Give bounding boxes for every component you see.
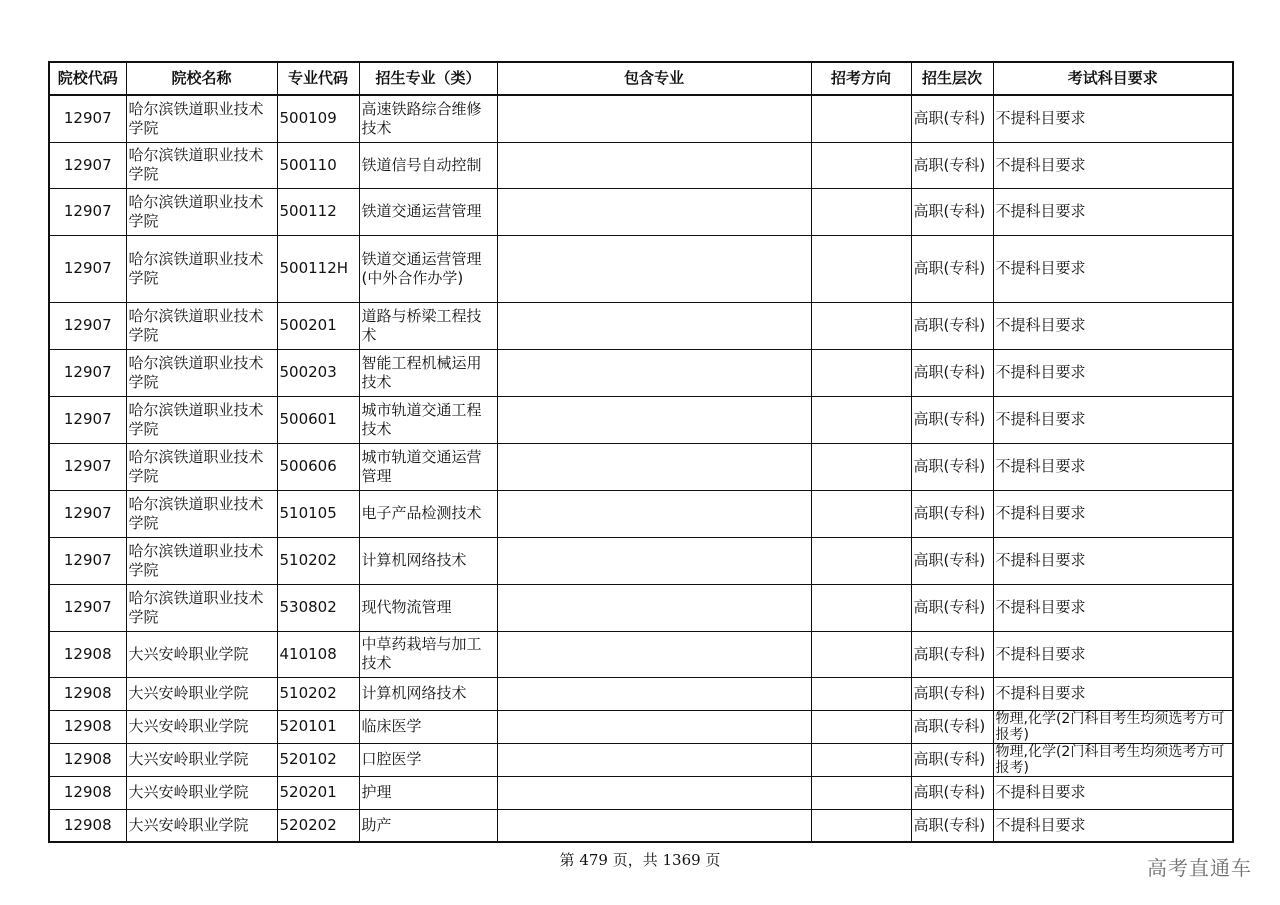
cell-school-code: 12907 bbox=[49, 235, 126, 302]
cell-level: 高职(专科) bbox=[911, 677, 993, 710]
table-row bbox=[49, 443, 1233, 490]
cell-school-code: 12907 bbox=[49, 396, 126, 443]
cell-includes bbox=[497, 809, 811, 842]
cell-school-code: 12907 bbox=[49, 302, 126, 349]
cell-level: 高职(专科) bbox=[911, 95, 993, 142]
header-school-code: 院校代码 bbox=[49, 62, 126, 95]
header-requirement: 考试科目要求 bbox=[993, 62, 1233, 95]
cell-includes bbox=[497, 677, 811, 710]
cell-direction bbox=[811, 396, 911, 443]
table-row bbox=[49, 743, 1233, 776]
cell-requirement: 不提科目要求 bbox=[993, 443, 1233, 490]
cell-direction bbox=[811, 302, 911, 349]
table-header-row bbox=[49, 62, 1233, 95]
cell-school-code: 12907 bbox=[49, 349, 126, 396]
cell-requirement: 不提科目要求 bbox=[993, 95, 1233, 142]
cell-level: 高职(专科) bbox=[911, 537, 993, 584]
cell-school-code: 12907 bbox=[49, 584, 126, 631]
cell-school-code: 12907 bbox=[49, 537, 126, 584]
cell-direction bbox=[811, 188, 911, 235]
cell-school-code: 12908 bbox=[49, 710, 126, 743]
cell-major-code: 520202 bbox=[277, 809, 359, 842]
cell-major: 智能工程机械运用技术 bbox=[359, 349, 497, 396]
cell-level: 高职(专科) bbox=[911, 235, 993, 302]
cell-direction bbox=[811, 95, 911, 142]
header-school-name: 院校名称 bbox=[126, 62, 277, 95]
cell-direction bbox=[811, 142, 911, 188]
cell-major-code: 520102 bbox=[277, 743, 359, 776]
cell-level: 高职(专科) bbox=[911, 396, 993, 443]
cell-school-code: 12907 bbox=[49, 443, 126, 490]
cell-level: 高职(专科) bbox=[911, 776, 993, 809]
cell-includes bbox=[497, 95, 811, 142]
cell-requirement: 不提科目要求 bbox=[993, 142, 1233, 188]
cell-requirement: 不提科目要求 bbox=[993, 677, 1233, 710]
cell-major: 计算机网络技术 bbox=[359, 677, 497, 710]
cell-major-code: 500112H bbox=[277, 235, 359, 302]
cell-school-name: 大兴安岭职业学院 bbox=[126, 743, 277, 776]
cell-level: 高职(专科) bbox=[911, 188, 993, 235]
cell-requirement: 物理,化学(2门科目考生均须选考方可报考) bbox=[993, 743, 1233, 776]
cell-direction bbox=[811, 537, 911, 584]
cell-major: 电子产品检测技术 bbox=[359, 490, 497, 537]
cell-requirement: 不提科目要求 bbox=[993, 776, 1233, 809]
cell-major-code: 500110 bbox=[277, 142, 359, 188]
cell-major: 铁道信号自动控制 bbox=[359, 142, 497, 188]
table-row bbox=[49, 95, 1233, 142]
cell-school-name: 哈尔滨铁道职业技术学院 bbox=[126, 349, 277, 396]
cell-school-code: 12908 bbox=[49, 809, 126, 842]
cell-major-code: 500112 bbox=[277, 188, 359, 235]
cell-school-name: 哈尔滨铁道职业技术学院 bbox=[126, 490, 277, 537]
header-includes: 包含专业 bbox=[497, 62, 811, 95]
cell-major: 城市轨道交通工程技术 bbox=[359, 396, 497, 443]
cell-major: 口腔医学 bbox=[359, 743, 497, 776]
cell-major-code: 500606 bbox=[277, 443, 359, 490]
cell-requirement: 不提科目要求 bbox=[993, 537, 1233, 584]
cell-includes bbox=[497, 631, 811, 677]
cell-includes bbox=[497, 349, 811, 396]
cell-includes bbox=[497, 142, 811, 188]
cell-major: 中草药栽培与加工技术 bbox=[359, 631, 497, 677]
cell-school-name: 哈尔滨铁道职业技术学院 bbox=[126, 235, 277, 302]
cell-school-name: 哈尔滨铁道职业技术学院 bbox=[126, 396, 277, 443]
table-row bbox=[49, 349, 1233, 396]
cell-requirement: 不提科目要求 bbox=[993, 235, 1233, 302]
cell-school-name: 大兴安岭职业学院 bbox=[126, 776, 277, 809]
cell-direction bbox=[811, 584, 911, 631]
cell-level: 高职(专科) bbox=[911, 443, 993, 490]
cell-requirement: 不提科目要求 bbox=[993, 396, 1233, 443]
cell-major-code: 410108 bbox=[277, 631, 359, 677]
cell-school-name: 哈尔滨铁道职业技术学院 bbox=[126, 537, 277, 584]
cell-school-name: 大兴安岭职业学院 bbox=[126, 631, 277, 677]
header-major-code: 专业代码 bbox=[277, 62, 359, 95]
cell-includes bbox=[497, 235, 811, 302]
cell-school-name: 哈尔滨铁道职业技术学院 bbox=[126, 443, 277, 490]
cell-level: 高职(专科) bbox=[911, 710, 993, 743]
cell-includes bbox=[497, 710, 811, 743]
admission-table bbox=[48, 61, 1234, 843]
header-major: 招生专业（类） bbox=[359, 62, 497, 95]
cell-includes bbox=[497, 188, 811, 235]
cell-level: 高职(专科) bbox=[911, 490, 993, 537]
cell-major-code: 520201 bbox=[277, 776, 359, 809]
page-number: 第 479 页，共 1369 页 bbox=[559, 851, 721, 869]
cell-includes bbox=[497, 443, 811, 490]
cell-direction bbox=[811, 443, 911, 490]
cell-direction bbox=[811, 743, 911, 776]
cell-school-name: 大兴安岭职业学院 bbox=[126, 710, 277, 743]
table-row bbox=[49, 142, 1233, 188]
cell-major-code: 500601 bbox=[277, 396, 359, 443]
table-row bbox=[49, 584, 1233, 631]
cell-level: 高职(专科) bbox=[911, 302, 993, 349]
cell-major: 助产 bbox=[359, 809, 497, 842]
cell-major: 计算机网络技术 bbox=[359, 537, 497, 584]
cell-direction bbox=[811, 809, 911, 842]
cell-school-name: 哈尔滨铁道职业技术学院 bbox=[126, 142, 277, 188]
watermark-text: 高考直通车 bbox=[1147, 856, 1252, 880]
cell-level: 高职(专科) bbox=[911, 584, 993, 631]
table-row bbox=[49, 490, 1233, 537]
cell-requirement: 不提科目要求 bbox=[993, 490, 1233, 537]
cell-includes bbox=[497, 537, 811, 584]
cell-school-name: 哈尔滨铁道职业技术学院 bbox=[126, 302, 277, 349]
cell-major: 铁道交通运营管理(中外合作办学) bbox=[359, 235, 497, 302]
cell-direction bbox=[811, 631, 911, 677]
table-row bbox=[49, 631, 1233, 677]
cell-school-code: 12907 bbox=[49, 142, 126, 188]
cell-direction bbox=[811, 677, 911, 710]
cell-level: 高职(专科) bbox=[911, 142, 993, 188]
cell-school-name: 哈尔滨铁道职业技术学院 bbox=[126, 584, 277, 631]
cell-major: 现代物流管理 bbox=[359, 584, 497, 631]
table-row bbox=[49, 188, 1233, 235]
cell-major-code: 530802 bbox=[277, 584, 359, 631]
cell-direction bbox=[811, 490, 911, 537]
cell-requirement: 不提科目要求 bbox=[993, 188, 1233, 235]
cell-requirement: 不提科目要求 bbox=[993, 809, 1233, 842]
cell-school-code: 12907 bbox=[49, 490, 126, 537]
cell-major-code: 520101 bbox=[277, 710, 359, 743]
cell-direction bbox=[811, 349, 911, 396]
cell-requirement: 物理,化学(2门科目考生均须选考方可报考) bbox=[993, 710, 1233, 743]
cell-major-code: 510202 bbox=[277, 537, 359, 584]
table-body bbox=[49, 95, 1233, 842]
cell-major-code: 510105 bbox=[277, 490, 359, 537]
cell-includes bbox=[497, 584, 811, 631]
cell-school-code: 12907 bbox=[49, 95, 126, 142]
cell-major-code: 500109 bbox=[277, 95, 359, 142]
cell-includes bbox=[497, 490, 811, 537]
cell-level: 高职(专科) bbox=[911, 631, 993, 677]
cell-school-code: 12908 bbox=[49, 677, 126, 710]
cell-school-name: 大兴安岭职业学院 bbox=[126, 677, 277, 710]
table-row bbox=[49, 710, 1233, 743]
cell-major: 高速铁路综合维修技术 bbox=[359, 95, 497, 142]
table-row bbox=[49, 776, 1233, 809]
cell-school-code: 12908 bbox=[49, 743, 126, 776]
cell-major: 铁道交通运营管理 bbox=[359, 188, 497, 235]
table-row bbox=[49, 677, 1233, 710]
cell-direction bbox=[811, 710, 911, 743]
cell-includes bbox=[497, 776, 811, 809]
table-row bbox=[49, 809, 1233, 842]
cell-major-code: 500201 bbox=[277, 302, 359, 349]
cell-school-code: 12908 bbox=[49, 776, 126, 809]
header-direction: 招考方向 bbox=[811, 62, 911, 95]
cell-includes bbox=[497, 302, 811, 349]
table-row bbox=[49, 302, 1233, 349]
cell-school-code: 12907 bbox=[49, 188, 126, 235]
table-row bbox=[49, 537, 1233, 584]
cell-school-name: 哈尔滨铁道职业技术学院 bbox=[126, 95, 277, 142]
cell-major: 护理 bbox=[359, 776, 497, 809]
cell-includes bbox=[497, 396, 811, 443]
table-row bbox=[49, 235, 1233, 302]
cell-major-code: 500203 bbox=[277, 349, 359, 396]
cell-level: 高职(专科) bbox=[911, 743, 993, 776]
cell-requirement: 不提科目要求 bbox=[993, 584, 1233, 631]
cell-requirement: 不提科目要求 bbox=[993, 349, 1233, 396]
cell-school-name: 哈尔滨铁道职业技术学院 bbox=[126, 188, 277, 235]
cell-level: 高职(专科) bbox=[911, 349, 993, 396]
table-row bbox=[49, 396, 1233, 443]
cell-school-code: 12908 bbox=[49, 631, 126, 677]
cell-major: 城市轨道交通运营管理 bbox=[359, 443, 497, 490]
cell-requirement: 不提科目要求 bbox=[993, 302, 1233, 349]
cell-includes bbox=[497, 743, 811, 776]
cell-level: 高职(专科) bbox=[911, 809, 993, 842]
cell-direction bbox=[811, 776, 911, 809]
cell-requirement: 不提科目要求 bbox=[993, 631, 1233, 677]
cell-direction bbox=[811, 235, 911, 302]
cell-major: 临床医学 bbox=[359, 710, 497, 743]
header-level: 招生层次 bbox=[911, 62, 993, 95]
cell-major-code: 510202 bbox=[277, 677, 359, 710]
cell-school-name: 大兴安岭职业学院 bbox=[126, 809, 277, 842]
cell-major: 道路与桥梁工程技术 bbox=[359, 302, 497, 349]
